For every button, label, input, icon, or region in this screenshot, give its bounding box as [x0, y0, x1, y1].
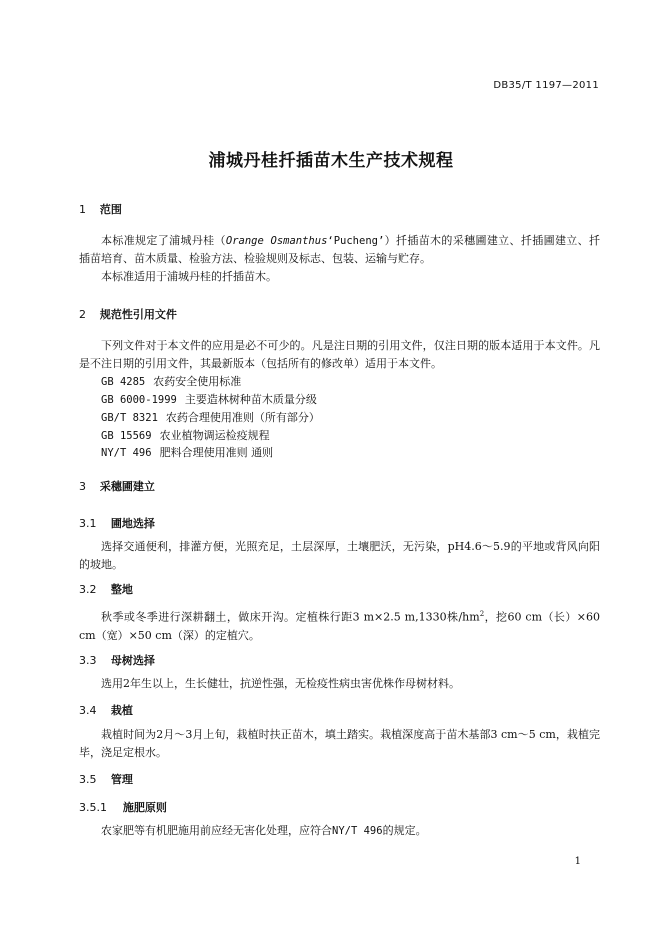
- section-title: 施肥原则: [122, 801, 167, 814]
- document-code: DB35/T 1197—2011: [493, 80, 599, 91]
- section-number: 3.4: [79, 704, 97, 717]
- section-1-heading: [79, 201, 122, 217]
- planting-paragraph: 栽植时间为2月～3月上旬，栽植时扶正苗木，填土踏实。栽植深度高于苗木基部3 cm～5 cm，栽植完毕，浇足定根水。: [79, 728, 600, 759]
- section-number: 3.5: [79, 773, 97, 786]
- land-prep-text-a: 秋季或冬季进行深耕翻土，做床开沟。定植株行距3 m×2.5 m,1330株/hm: [101, 610, 480, 624]
- mother-tree-paragraph: 选用2年生以上，生长健壮，抗逆性强，无检疫性病虫害优株作母树材料。: [101, 677, 460, 690]
- reference-item: [101, 444, 273, 460]
- section-3-4-heading: [79, 702, 133, 718]
- normative-references-paragraph: 下列文件对于本文件的应用是必不可少的。凡是注日期的引用文件，仅注日期的版本适用于本文件。凡是不注日期的引用文件，其最新版本（包括所有的修改单）适用于本文件。: [79, 339, 600, 370]
- fert-text-b: 的规定。: [382, 824, 427, 837]
- section-title: 采穗圃建立: [99, 480, 155, 493]
- section-number: 3.3: [79, 654, 97, 667]
- section-title: 范围: [99, 203, 122, 216]
- section-title: 规范性引用文件: [99, 308, 177, 321]
- section-3-heading: [79, 478, 155, 494]
- section-2-heading: [79, 306, 177, 322]
- section-number: 2: [79, 308, 86, 321]
- reference-code: GB 6000-1999: [101, 394, 177, 406]
- section-title: 圃地选择: [110, 517, 155, 530]
- section-title: 整地: [110, 583, 133, 596]
- reference-name: 农药合理使用准则（所有部分）: [165, 411, 320, 424]
- reference-code: NY/T 496: [101, 447, 152, 459]
- section-3-1-heading: [79, 515, 155, 531]
- scope-text-a: 本标准规定了浦城丹桂（: [101, 234, 226, 247]
- scope-applicability-paragraph: 本标准适用于浦城丹桂的扦插苗木。: [101, 270, 277, 283]
- document-title: 浦城丹桂扦插苗木生产技术规程: [208, 151, 454, 171]
- section-3-3-heading: [79, 652, 155, 668]
- section-number: 3.5.1: [79, 801, 107, 814]
- reference-name: 主要造林树种苗木质量分级: [184, 393, 317, 406]
- section-3-5-heading: [79, 771, 133, 787]
- section-title: 母树选择: [110, 654, 155, 667]
- scope-text-b: ）扦插苗木的采穗圃建立、扦插圃建立、扦插苗培育、苗木质量、检验方法、检验规则及标志、包装、运输与贮存。: [79, 234, 600, 265]
- cultivar-name: ‘Pucheng’: [327, 235, 385, 247]
- land-preparation-paragraph: [79, 605, 600, 645]
- unit-superscript: 2: [479, 610, 485, 618]
- fert-ref-code: NY/T 496: [332, 825, 383, 837]
- fertilization-paragraph: [79, 822, 600, 840]
- scope-paragraph: [79, 232, 600, 268]
- section-number: 3.1: [79, 517, 97, 530]
- section-number: 1: [79, 203, 86, 216]
- page-number: 1: [574, 856, 581, 867]
- reference-name: 肥料合理使用准则 通则: [159, 446, 274, 459]
- reference-name: 农业植物调运检疫规程: [159, 429, 270, 442]
- reference-item: [101, 391, 317, 407]
- reference-item: [101, 373, 241, 389]
- section-number: 3: [79, 480, 86, 493]
- section-3-5-1-heading: [79, 799, 167, 815]
- land-prep-text-b: ，挖60 cm（长）×60 cm（宽）×50 cm（深）的定植穴。: [79, 610, 600, 642]
- latin-name: Orange Osmanthus: [225, 235, 328, 247]
- reference-code: GB 15569: [101, 430, 152, 442]
- section-3-2-heading: [79, 581, 133, 597]
- reference-item: [101, 427, 270, 443]
- reference-item: [101, 409, 320, 425]
- section-title: 栽植: [110, 704, 133, 717]
- reference-name: 农药安全使用标准: [153, 375, 242, 388]
- reference-code: GB 4285: [101, 376, 146, 388]
- reference-code: GB/T 8321: [101, 412, 158, 424]
- section-title: 管理: [110, 773, 133, 786]
- section-number: 3.2: [79, 583, 97, 596]
- fert-text-a: 农家肥等有机肥施用前应经无害化处理，应符合: [101, 824, 332, 837]
- site-selection-paragraph: 选择交通便利，排灌方便，光照充足，土层深厚，土壤肥沃，无污染，pH4.6～5.9的平地或背风向阳的坡地。: [79, 540, 600, 571]
